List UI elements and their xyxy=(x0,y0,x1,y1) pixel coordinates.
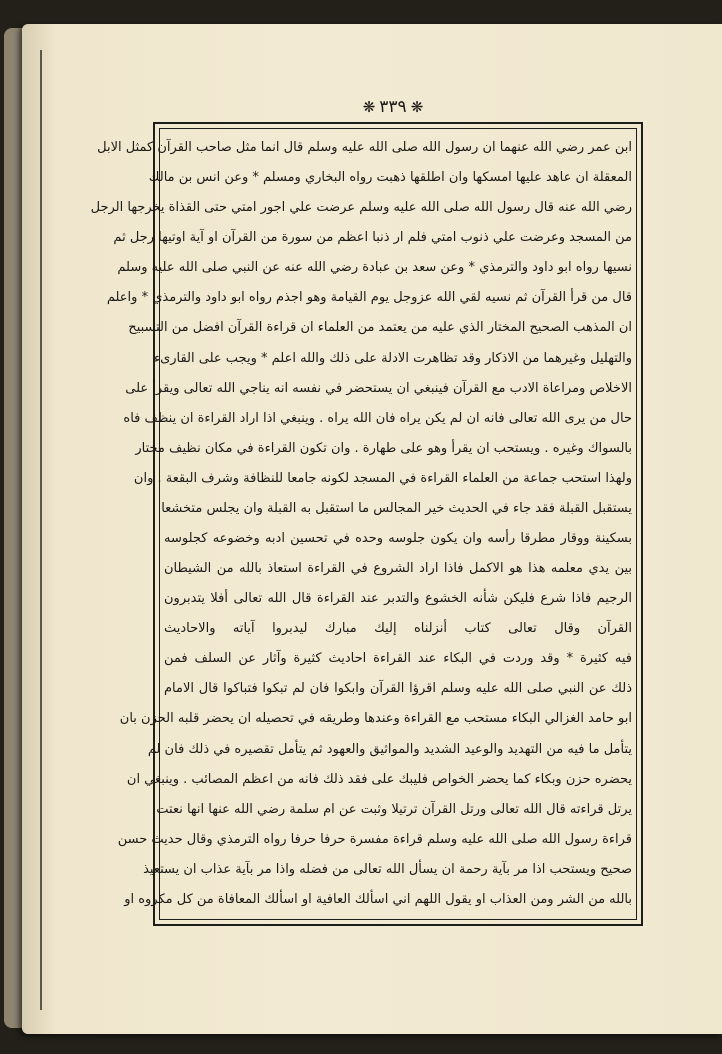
text-line: بسكينة ووقار مطرقا رأسه وان يكون جلوسه وحده في تحسين ادبه وخضوعه كجلوسه xyxy=(164,531,632,547)
text-line: بالله من الشر ومن العذاب او يقول اللهم اني اسألك العافية او اسألك المعافاة من كل مكروه او xyxy=(124,891,632,907)
page-number-header xyxy=(355,94,431,120)
text-line: ولهذا استحب جماعة من العلماء القراءة في المسجد لكونه جامعا للنظافة وشرف البقعة . وان xyxy=(133,470,632,486)
page-number: ٣٣٩ xyxy=(379,97,407,117)
text-line: نسيها رواه ابو داود والترمذي * وعن سعد بن عبادة رضي الله عنه عن النبي صلى الله عليه وسلم xyxy=(117,260,632,276)
text-line: حال من يرى الله تعالى فانه ان لم يكن يراه فان الله يراه . وينبغي اذا اراد القراءة ان ينظف فاه xyxy=(123,410,632,426)
text-line: بالسواك وغيره . ويستحب ان يقرأ وهو على طهارة . وان تكون القراءة في مكان نظيف مختار xyxy=(135,440,632,456)
text-line: يستقبل القبلة فقد جاء في الحديث خير المجالس ما استقبل به القبلة وان يجلس متخشعا xyxy=(161,500,632,516)
text-line: والتهليل وغيرهما من الاذكار وقد تظاهرت الادلة على ذلك والله اعلم * ويجب على القارىء xyxy=(153,350,632,366)
ornament-left-icon: ❋ xyxy=(362,98,376,116)
text-line: بين يدي معلمه هذا هو الاكمل فاذا اراد الشروع في القراءة استعاذ بالله من الشيطان xyxy=(164,561,632,577)
ornament-right-icon: ❋ xyxy=(410,98,424,116)
text-line: ابن عمر رضي الله عنهما ان رسول الله صلى الله عليه وسلم قال انما مثل صاحب القرآن كمثل الابل xyxy=(97,140,632,155)
text-line: المعقلة ان عاهد عليها امسكها وان اطلقها ذهبت رواه البخاري ومسلم * وعن انس بن مالك xyxy=(148,170,632,186)
text-line: القرآن وقال تعالى كتاب أنزلناه إليك مبارك ليدبروا آياته والاحاديث xyxy=(164,621,632,637)
page-fold-line xyxy=(40,50,42,1010)
text-line: قال من قرأ القرآن ثم نسيه لقي الله عزوجل يوم القيامة وهو اجذم رواه ابو داود والترمذي * واعلم xyxy=(106,290,632,306)
text-line: يحضره حزن وبكاء كما يحضر الخواص فليبك على فقد ذلك فانه من اعظم المصائب . وينبغي ان xyxy=(126,771,632,787)
text-line: فيه كثيرة * وقد وردت في البكاء عند القراءة احاديث كثيرة وآثار عن السلف فمن xyxy=(164,651,632,667)
text-line: من المسجد وعرضت علي ذنوب امتي فلم ار ذنبا اعظم من سورة من القرآن او آية اوتيها رجل ثم xyxy=(113,230,632,246)
text-line: يرتل قراءته قال الله تعالى ورتل القرآن ترتيلا وثبت عن ام سلمة رضي الله عنها انها نعتت xyxy=(156,801,632,817)
text-line: صحيح ويستحب اذا مر بآية رحمة ان يسأل الله تعالى من فضله واذا مر بآية عذاب ان يستعيذ xyxy=(143,861,632,877)
text-line: رضي الله عنه قال رسول الله صلى الله عليه وسلم عرضت علي اجور امتي حتى القذاة يخرجها الرجل xyxy=(90,200,632,216)
text-line: ان المذهب الصحيح المختار الذي عليه من يعتمد من العلماء ان قراءة القرآن افضل من التسبيح xyxy=(128,320,632,336)
text-line: ابو حامد الغزالي البكاء مستحب مع القراءة وعندها وطريقه في تحصيله ان يحضر قلبه الحزن بان xyxy=(119,711,632,727)
text-line: يتأمل ما فيه من التهديد والوعيد الشديد والمواثيق والعهود ثم يتأمل تقصيره في ذلك فان لم xyxy=(147,741,632,757)
arabic-text-block xyxy=(90,134,632,914)
text-line: الاخلاص ومراعاة الادب مع القرآن فينبغي ان يستحضر في نفسه انه يناجي الله تعالى ويقرأ على xyxy=(125,380,632,396)
text-line: الرجيم فاذا شرع فليكن شأنه الخشوع والتدبر عند القراءة قال الله تعالى أفلا يتدبرون xyxy=(164,591,632,607)
text-line: ذلك عن النبي صلى الله عليه وسلم اقرؤا القرآن وابكوا فان لم تبكوا فتباكوا قال الامام xyxy=(164,681,632,697)
text-line: قراءة رسول الله صلى الله عليه وسلم قراءة مفسرة حرفا حرفا رواه الترمذي وقال حديث حسن xyxy=(117,831,632,847)
